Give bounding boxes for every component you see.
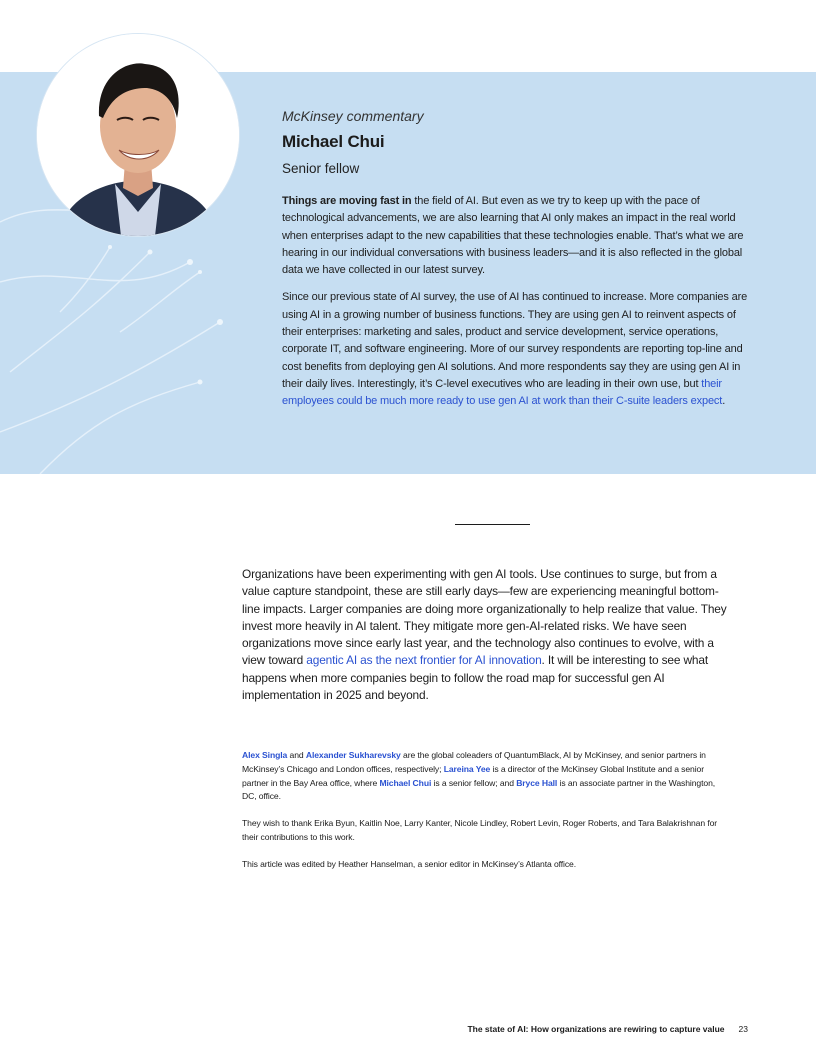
authors-note bbox=[242, 749, 727, 804]
credits-text-3: is a director of the McKinsey Global Institute and a senior partner in the Bay Area office, where bbox=[242, 763, 704, 788]
agentic-ai-link[interactable]: agentic AI as the next frontier for AI innovation bbox=[306, 653, 542, 668]
section-divider bbox=[455, 524, 530, 525]
employees-ready-link[interactable]: their employees could be much more ready to use gen AI at work than their C-suite leaders expect bbox=[282, 377, 723, 408]
body-text-end: . It will be interesting to see what happens when more companies begin to follow the road map for successful gen AI implementation in 2025 and beyond. bbox=[242, 653, 708, 703]
paragraph-2-text: Since our previous state of AI survey, the use of AI has continued to increase. More companies are using AI in a growing number of business functions. They are using gen AI to reinvent aspects of their enterprises: marketing and sales, product and service development, service operations, corporate IT, and software engineering. More of our survey respondents are reporting top-line and cost benefits from deploying gen AI solutions. And more respondents say they are using gen AI in their daily lives. Interestingly, it’s C-level executives who are leading in their own use, but bbox=[282, 291, 748, 390]
author-link-michael-chui[interactable]: Michael Chui bbox=[379, 777, 432, 788]
body-paragraph bbox=[242, 566, 730, 704]
author-link-bryce-hall[interactable]: Bryce Hall bbox=[516, 777, 558, 788]
commentary-block bbox=[282, 72, 752, 411]
body-text-start: Organizations have been experimenting with gen AI tools. Use continues to surge, but from a value capture standpoint, these are still early days—few are experiencing meaningful bottom-line impacts. Larger companies are doing more organizationally to help realize that value. They invest more heavily in AI talent. They mitigate more gen-AI-related risks. We have seen organizations move since early last year, and the technology also continues to evolve, with a view toward bbox=[242, 567, 727, 668]
author-link-alex-singla[interactable]: Alex Singla bbox=[242, 750, 288, 760]
credits-text-4: is a senior fellow; and bbox=[431, 777, 517, 788]
editor-note: This article was edited by Heather Hanselman, a senior editor in McKinsey’s Atlanta office. bbox=[242, 858, 577, 869]
commentary-paragraph-1 bbox=[282, 193, 752, 279]
author-link-alexander-sukharevsky[interactable]: Alexander Sukharevsky bbox=[305, 750, 401, 760]
author-name: Michael Chui bbox=[282, 132, 385, 151]
commentary-eyebrow: McKinsey commentary bbox=[282, 108, 424, 124]
page-number: 23 bbox=[738, 1024, 748, 1034]
author-role: Senior fellow bbox=[282, 161, 360, 176]
credits-text-5: is an associate partner in the Washington, DC, office. bbox=[242, 777, 716, 802]
page-footer bbox=[467, 1024, 748, 1034]
credits-text-2: are the global coleaders of QuantumBlack, AI by McKinsey, and senior partners in McKinsey’s Chicago and London offices, respectively; bbox=[242, 750, 706, 774]
footer-title: The state of AI: How organizations are rewiring to capture value bbox=[467, 1024, 725, 1034]
commentary-paragraph-2 bbox=[282, 289, 752, 410]
acknowledgements: They wish to thank Erika Byun, Kaitlin Noe, Larry Kanter, Nicole Lindley, Robert Levin, Roger Roberts, and Tara Balakrishnan for their contributions to this work. bbox=[242, 818, 718, 842]
author-link-lareina-yee[interactable]: Lareina Yee bbox=[443, 763, 491, 774]
portrait-illustration bbox=[37, 34, 239, 236]
paragraph-2-end: . bbox=[722, 395, 726, 408]
author-portrait bbox=[37, 34, 239, 236]
author-credits bbox=[242, 749, 727, 885]
credits-and: and bbox=[287, 750, 306, 760]
paragraph-1-text: the field of AI. But even as we try to keep up with the pace of technological advancements, we are also learning that AI only makes an impact in the real world when enterprises adapt to the new capabilities that these technologies enable. That’s what we are hearing in our individual conversations with business leaders—and it is also reflected in the global data we have collected in our latest survey. bbox=[282, 195, 744, 277]
lead-in: Things are moving fast in bbox=[282, 195, 412, 207]
